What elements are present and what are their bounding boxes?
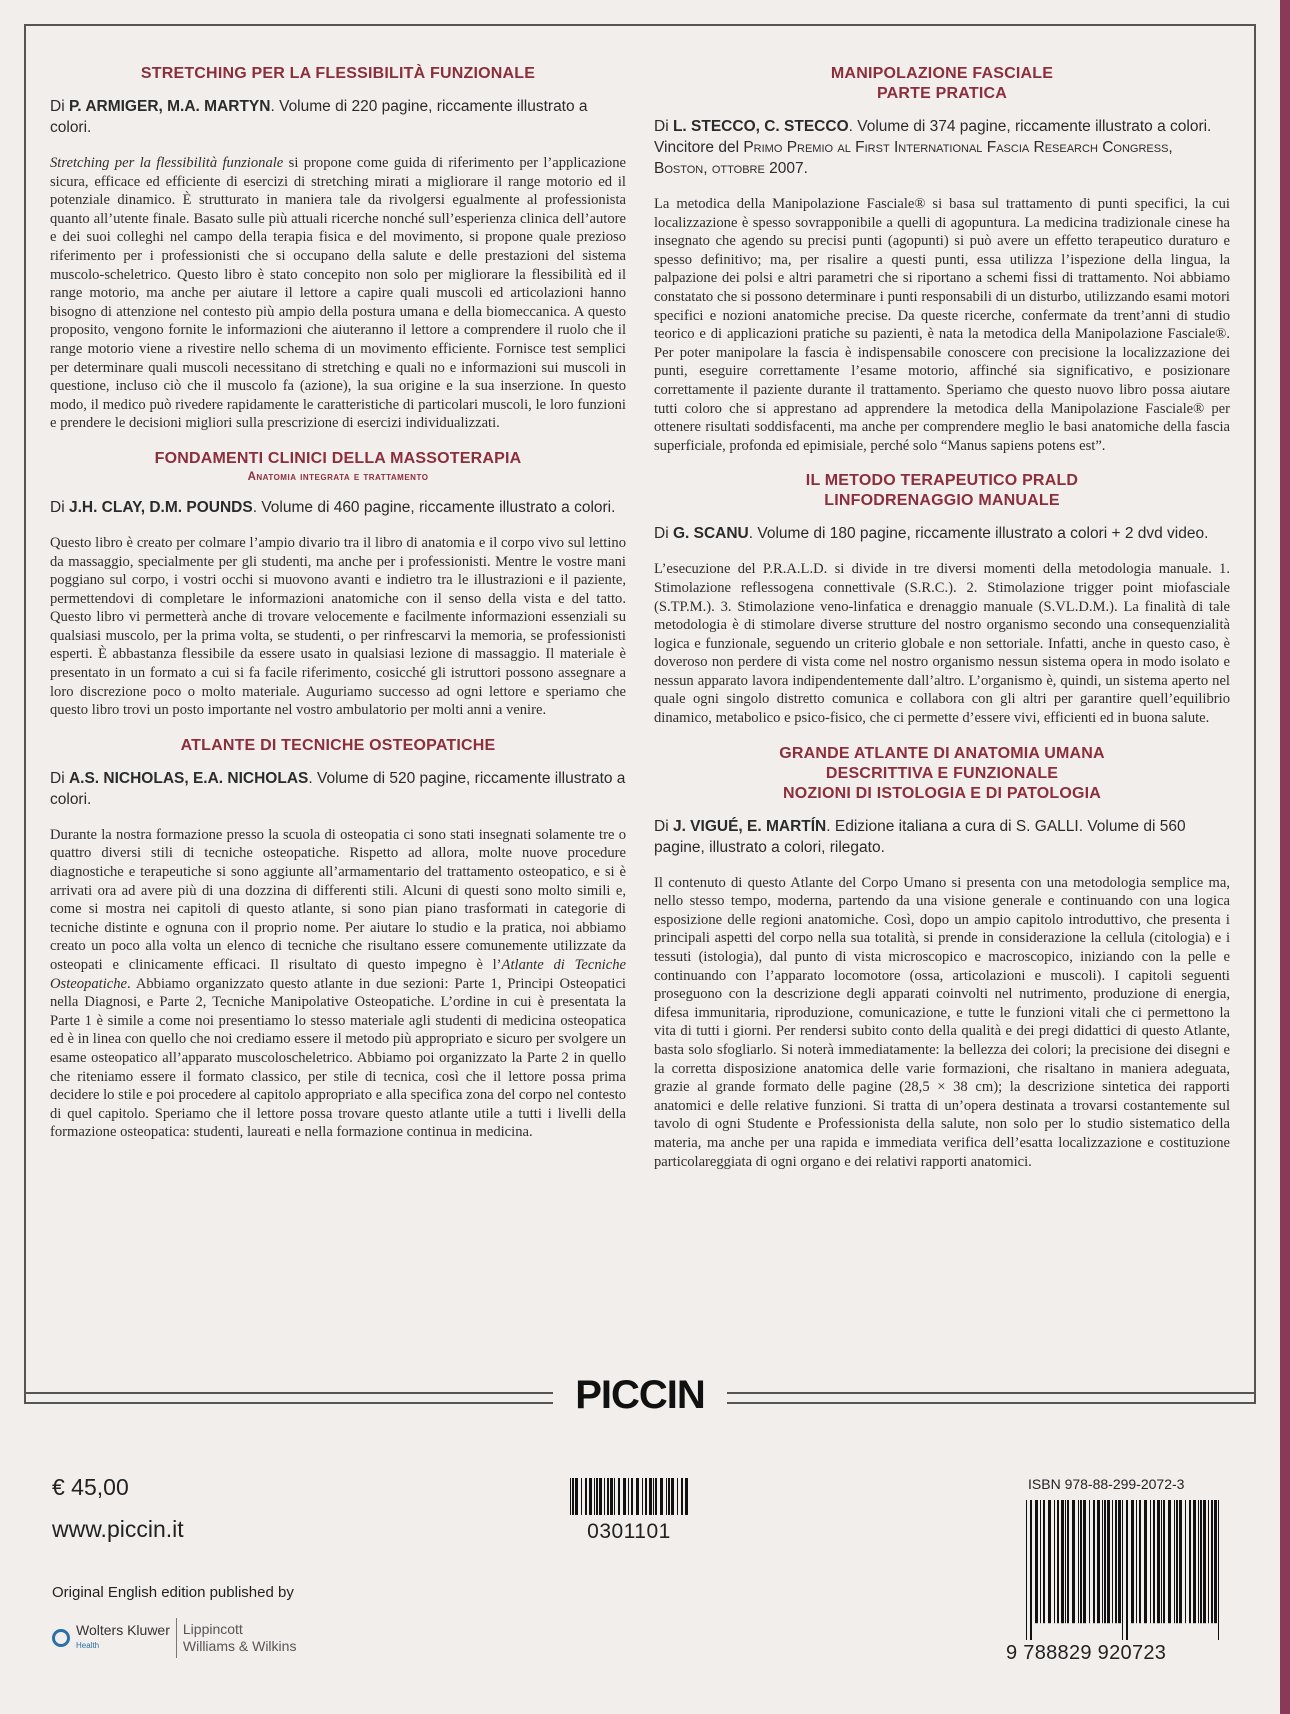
book-title-line2: PARTE PRATICA (876, 85, 1007, 102)
barcode-bar (1211, 1500, 1213, 1623)
barcode-bar (642, 1478, 643, 1515)
barcode-bar (618, 1478, 620, 1515)
barcode-bar (1189, 1500, 1191, 1623)
barcode-bar (666, 1478, 667, 1515)
barcode-bar (1144, 1500, 1147, 1623)
barcode-bar (1122, 1500, 1123, 1640)
barcode-bar (1168, 1500, 1171, 1623)
book-authors: J. VIGUÉ, E. MARTÍN (672, 817, 827, 835)
barcode-bar (1185, 1500, 1186, 1623)
lww-name-line2: Williams & Wilkins (182, 1638, 297, 1654)
catalog-frame (24, 24, 1256, 1404)
wolters-kluwer-health: Health (76, 1641, 100, 1650)
barcode-bar (1107, 1500, 1110, 1623)
book-description: Durante la nostra formazione presso la scuola di osteopatia ci sono stati insegnati solamente tre o quattro diversi stili di tecniche osteopatiche. Rispetto ad allora, molte nuove procedure diagnostiche e terapeutiche si sono aggiunte all’armamentario del trattamento osteopatico, e si è arrivati ora ad avere più di una dozzina di differenti stili. Alcuni di questi sono molto simili e, come si mostra nei capitoli di questo atlante, si sono pian piano trasformati in categorie di tecniche distinte e ognuna con il proprio nome. Per aiutare lo studio e la pratica, noi abbiamo creato un poco alla volta un elenco di tecniche che risultano essere comunemente utilizzate da osteopati e clinicamente efficaci. Il risultato di questo impegno è l’Atlante di Tecniche Osteopatiche. Abbiamo organizzato questo atlante in due sezioni: Parte 1, Principi Osteopatici nella Diagnosi, e Parte 2, Tecniche Manipolative Osteopatiche. L’ordine in cui è presentata la Parte 1 è simile a come noi presentiamo lo stesso materiale agli studenti di medicina osteopatica ed è in linea con quello che noi crediamo essere il metodo più appropriato e sicuro per svolgere un esame osteopatico all’apparato muscoloscheletrico. Abbiamo poi organizzato la Parte 2 in quello che riteniamo essere il formato classico, per stile di tecnica, così che il lettore possa prima decidere lo stile e poi procedere al capitolo appropriato e alla specifica zona del corpo nel contesto di quel capitolo. Speriamo che il lettore possa trovare questo atlante utile a tutti i livelli della formazione osteopatica: studenti, laureati e nella formazione continua in medicina. (50, 826, 626, 1141)
book-description: Questo libro è creato per colmare l’ampio divario tra il libro di anatomia e il corpo vivo sul lettino da massaggio, specialmente per gli studenti, ma anche per i professionisti. Mentre le vostre mani poggiano sul corpo, i vostri occhi si muovono avanti e indietro tra le illustrazioni e il paziente, permettendovi di completare le informazioni anatomiche con il senso della vista e del tatto. Questo libro vi permetterà anche di trovare velocemente e facilmente informazioni essenziali su qualsiasi muscolo, per la prima volta, se studenti, o per rinfrescarvi la memoria, se professionisti esperti. È abbastanza flessibile da essere usato in qualsiasi lezione di massaggio. Il materiale è presentato in un formato a cui si fa facile riferimento, cosicché gli istruttori possono assegnare a loro discrezione poco o molto materiale. Auguriamo successo ad ogni lettore e speriamo che questo libro trovi un posto importante nel vostro ambulatorio per molti anni a venire. (50, 534, 626, 719)
book-authors: P. ARMIGER, M.A. MARTYN (68, 98, 271, 115)
barcode-bar (1115, 1500, 1117, 1623)
book-byline: Di A.S. NICHOLAS, E.A. NICHOLAS. Volume di 520 pagine, riccamente illustrato a colori. (50, 769, 626, 808)
wolters-kluwer-name: Wolters Kluwer (76, 1622, 170, 1638)
barcode-bar (594, 1478, 595, 1515)
barcode-bar (604, 1478, 605, 1515)
barcode-bar (1040, 1500, 1041, 1623)
book-byline: Di J. VIGUÉ, E. MARTÍN. Edizione italiana a cura di S. GALLI. Volume di 560 pagine, illustrato a colori, rilegato. (654, 817, 1186, 856)
isbn-label: ISBN 978-88-299-2072-3 (1028, 1476, 1185, 1492)
barcode-bar (1026, 1500, 1027, 1640)
barcode-bar (1035, 1500, 1038, 1623)
book-description: Il contenuto di questo Atlante del Corpo Umano si presenta con una metodologia semplice ma, nello stesso tempo, moderna, partendo da una visione generale e continuando con una logica esposizione delle regioni anatomiche. Così, dopo un ampio capitolo introduttivo, che presenta i principali aspetti del corpo nella sua totalità, si prende in considerazione la cellula (citologia) e i tessuti (istologia), dal punto di vista microscopico e macroscopico, iniziando con la pelle e continuando con l’apparato locomotore (ossa, articolazioni e muscoli). I capitoli seguenti proseguono con la descrizione degli apparati coinvolti nel nutrimento, produzione di energia, difesa immunitaria, riproduzione, comunicazione, e tutte le funzioni vitali che ci permettono la vita di tutti i giorni. Per rendersi subito conto della qualità e dei pregi didattici di questo Atlante, basta solo sfogliarlo. Si noterà immediatamente: la bellezza dei colori; la precisione dei disegni e la corretta disposizione anatomica delle varie formazioni, che risaltano in maniera adeguata, grazie al grande formato delle pagine (28,5 × 38 cm); la descrizione sintetica dei rapporti anatomici e delle relative funzioni. Si tratta di un’opera destinata a trovarsi costantemente sul tavolo di ogni Studente e Professionista della salute, non solo per lo studio sistematico della materia, ma anche per una rapida e immediata verifica dell’esatta localizzazione e costituzione particolareggiata di ogni organo e dei relativi rapporti anatomici. (654, 874, 1230, 1170)
book-description: L’esecuzione del P.R.A.L.D. si divide in tre diversi momenti della metodologia manuale. 1. Stimolazione reflessogena connettivale (S.R.C.). 2. Stimolazione trigger point miofasciale (S.TP.M.). 3. Stimolazione veno-linfatica e drenaggio manuale (S.VL.D.M.). La finalità di tale metodologia è di stimolare diverse strutture del nostro organismo secondo una consequenzialità logica e funzionale, seguendo un criterio globale e non settoriale. Infatti, anche in questo caso, è doveroso non perdere di vista come nel nostro organismo nessun sistema opera in modo isolato e nessun apparato lavora indipendentemente dall’altro. L’organismo è, quindi, un sistema aperto nel quale ogni singolo distretto comunica e collabora con gli altri per garantire quell’equilibrio dinamico, metabolico e psico-fisico, che ci permette d’essere vivi, efficienti ed in buona salute. (654, 561, 1230, 727)
book-subtitle: Anatomia integrata e trattamento (247, 470, 429, 483)
barcode-bar (1208, 1500, 1209, 1623)
barcode-bar (570, 1478, 571, 1515)
barcode-bar (1214, 1500, 1217, 1623)
barcode-bar (671, 1478, 674, 1515)
barcode-bar (585, 1478, 587, 1515)
barcode-bar (660, 1478, 663, 1515)
book-byline: Di G. SCANU. Volume di 180 pagine, riccamente illustrato a colori + 2 dvd video. (654, 525, 1209, 543)
barcode-bar (596, 1478, 598, 1515)
barcode-bar (1193, 1500, 1196, 1623)
barcode-bar (1097, 1500, 1100, 1623)
barcode-bar (1065, 1500, 1066, 1623)
piccin-logo: PICCIN (553, 1372, 727, 1418)
book-byline: Di J.H. CLAY, D.M. POUNDS. Volume di 460 pagine, riccamente illustrato a colori. (50, 498, 616, 516)
barcode-bar (636, 1478, 639, 1515)
publisher-band (24, 1372, 1256, 1418)
book-entry-osteopatiche (50, 736, 626, 1142)
barcode-bar (610, 1478, 613, 1515)
left-column (50, 64, 626, 1158)
book-byline: Di L. STECCO, C. STECCO. Volume di 374 pagine, riccamente illustrato a colori. Vincitore del Primo Premio al First International Fascia Research Congress, Boston, ottobre 2007. (654, 118, 1212, 177)
book-description: La metodica della Manipolazione Fasciale® si basa sul trattamento di punti specifici, la cui localizzazione è spesso sovrapponibile a quelli di agopuntura. La medicina tradizionale cinese ha insegnato che agendo su precisi punti (agopunti) si può avere un effetto terapeutico duraturo e spesso definitivo; ma, per risalire a questi punti, essa utilizza l’ispezione della lingua, la palpazione dei polsi e altri parametri che si riportano a schemi fissi di trattamento. Noi abbiamo constatato che si possono determinare i punti responsabili di un disturbo, utilizzando esami motori specifici e nozioni anatomiche precise. Da queste ricerche, confermate da trent’anni di studio teorico e di applicazioni pratiche su pazienti, è nata la metodica della Manipolazione Fasciale®. Per poter manipolare la fascia è indispensabile conoscere con precisione la localizzazione dei punti, eseguire correttamente l’esame motorio, affinché sia significativo, e posizionare correttamente il paziente durante il trattamento. Speriamo che questo nuovo libro possa aiutare tutti coloro che si apprestano ad apprendere la metodica della Manipolazione Fasciale® per ottenere risultati soddisfacenti, ma anche per comprendere meglio le basi anatomiche della fascia superficiale, profonda ed epimisiale, perché solo “Manus sapiens potens est”. (654, 196, 1230, 454)
barcode-bar (1043, 1500, 1045, 1623)
divider (176, 1618, 177, 1658)
cover-edge-strip (1280, 0, 1290, 1714)
barcode-bar (628, 1478, 629, 1515)
book-title: GRANDE ATLANTE DI ANATOMIA UMANA (779, 744, 1105, 762)
barcode-bar (1030, 1500, 1032, 1640)
lww-name-line1: Lippincott (182, 1621, 243, 1637)
barcode-bar (1198, 1500, 1199, 1623)
book-authors: G. SCANU (672, 525, 749, 543)
barcode-bar (1161, 1500, 1162, 1623)
barcode-bar (1153, 1500, 1155, 1623)
barcode-bar (1112, 1500, 1113, 1623)
barcode-bar (1174, 1500, 1175, 1623)
barcode-bar (1089, 1500, 1090, 1623)
award-text: Primo Premio al First International Fascia Research Congress, Boston, ottobre 2007. (654, 139, 1173, 177)
barcode-bar (1118, 1500, 1121, 1623)
book-entry-massoterapia (50, 449, 626, 720)
book-entry-atlante-anatomia (654, 744, 1230, 1172)
website-link[interactable]: www.piccin.it (52, 1516, 184, 1542)
barcode-bar (1078, 1500, 1079, 1623)
barcode-bar (1218, 1500, 1219, 1640)
original-edition-note: Original English edition published by (52, 1584, 294, 1601)
barcode-bar (1200, 1500, 1202, 1623)
barcode-bar (653, 1478, 654, 1515)
barcode-bar (1067, 1500, 1069, 1623)
barcode-bar (645, 1478, 647, 1515)
barcode-bar (1072, 1500, 1075, 1623)
barcode-bar (1139, 1500, 1141, 1623)
barcode-bar (1136, 1500, 1137, 1623)
book-entry-stretching (50, 64, 626, 433)
barcode-bar (1083, 1500, 1086, 1623)
barcode-bar (1179, 1500, 1182, 1623)
barcode-bar (677, 1478, 678, 1515)
barcode-bar (599, 1478, 602, 1515)
book-description: Stretching per la flessibilità funzionale si propone come guida di riferimento per l’applicazione sicura, efficace ed efficiente di esercizi di stretching mirati a migliorare il range motorio ed il potenziale dinamico. È strutturato in maniera tale da rivolgersi egualmente al professionista quanto all’utente finale. Basato sulle più attuali ricerche nonché sull’esperienza clinica dell’autore e dei suoi colleghi nel campo della terapia fisica e del movimento, si propone quale prezioso riferimento per i professionisti che si occupano della salute e delle prestazioni del sistema muscolo-scheletrico. Questo libro è stato concepito non solo per migliorare la flessibilità ed il range motorio, ma anche per aiutare il lettore a capire quali muscoli ed articolazioni hanno bisogno di attenzione nel contesto più ampio della postura umana e della biomeccanica. A questo proposito, vengono fornite le informazioni che aiuteranno il lettore a comprendere il ruolo che il range motorio viene a rivestire nello schema di un movimento efficiente. Fornisce test semplici per determinare quali muscoli necessitano di stretching e quali no e informazioni sui muscoli in questione, incluso ciò che il muscolo fa (azione), la sua origine e la sua inserzione. In questo modo, il medico può rivedere rapidamente le caratteristiche di particolari muscoli, le loro funzioni e prendere le decisioni migliori sulla prescrizione di esercizi individualizzati. (50, 155, 626, 432)
barcode-bar (1048, 1500, 1051, 1623)
book-title: ATLANTE DI TECNICHE OSTEOPATICHE (180, 736, 496, 754)
book-title: MANIPOLAZIONE FASCIALE (830, 65, 1054, 82)
book-title-line3: NOZIONI DI ISTOLOGIA E DI PATOLOGIA (782, 784, 1102, 802)
barcode-bar (649, 1478, 652, 1515)
ean-number: 9 788829 920723 (1006, 1642, 1167, 1664)
barcode-bar (1102, 1500, 1103, 1623)
book-byline: Di P. ARMIGER, M.A. MARTYN. Volume di 220 pagine, riccamente illustrato a colori. (50, 98, 588, 136)
book-title: FONDAMENTI CLINICI DELLA MASSOTERAPIA (154, 449, 522, 467)
book-entry-manipolazione-fasciale (654, 64, 1230, 455)
book-authors: J.H. CLAY, D.M. POUNDS (68, 498, 253, 516)
price-label: € 45,00 (52, 1474, 129, 1500)
original-publisher-logos (52, 1614, 372, 1662)
barcode-bar (1203, 1500, 1206, 1623)
barcode-bar (1104, 1500, 1106, 1623)
barcode-bar (681, 1478, 683, 1515)
barcode-bar (1176, 1500, 1178, 1623)
book-title: IL METODO TERAPEUTICO PRALD (805, 472, 1079, 490)
barcode-bar (1080, 1500, 1082, 1623)
barcode-bar (1150, 1500, 1151, 1623)
right-column (654, 64, 1230, 1187)
barcode-bar (1126, 1500, 1128, 1640)
book-authors: A.S. NICHOLAS, E.A. NICHOLAS (68, 769, 309, 787)
book-entry-prald (654, 471, 1230, 727)
barcode-bar (1131, 1500, 1134, 1623)
barcode-bar (1163, 1500, 1165, 1623)
barcode-bar (572, 1478, 574, 1515)
wolters-kluwer-icon (52, 1629, 70, 1647)
ean-barcode-icon (1026, 1500, 1222, 1640)
small-barcode-icon (570, 1478, 688, 1520)
barcode-bar (1061, 1500, 1064, 1623)
barcode-bar (631, 1478, 633, 1515)
barcode-bar (1093, 1500, 1095, 1623)
barcode-bar (655, 1478, 657, 1515)
book-title-line2: DESCRITTIVA E FUNZIONALE (825, 764, 1059, 782)
barcode-bar (1057, 1500, 1059, 1623)
barcode-bar (607, 1478, 609, 1515)
barcode-bar (685, 1478, 688, 1515)
barcode-bar (589, 1478, 592, 1515)
barcode-bar (623, 1478, 626, 1515)
book-title-line2: LINFODRENAGGIO MANUALE (824, 492, 1060, 510)
barcode-bar (614, 1478, 615, 1515)
book-title: STRETCHING PER LA FLESSIBILITÀ FUNZIONALE (140, 65, 536, 82)
barcode-bar (575, 1478, 578, 1515)
small-barcode-number: 0301101 (587, 1520, 671, 1543)
barcode-bar (581, 1478, 582, 1515)
barcode-bar (668, 1478, 670, 1515)
book-authors: L. STECCO, C. STECCO (672, 118, 849, 135)
barcode-bar (1157, 1500, 1160, 1623)
barcode-bar (1054, 1500, 1055, 1623)
